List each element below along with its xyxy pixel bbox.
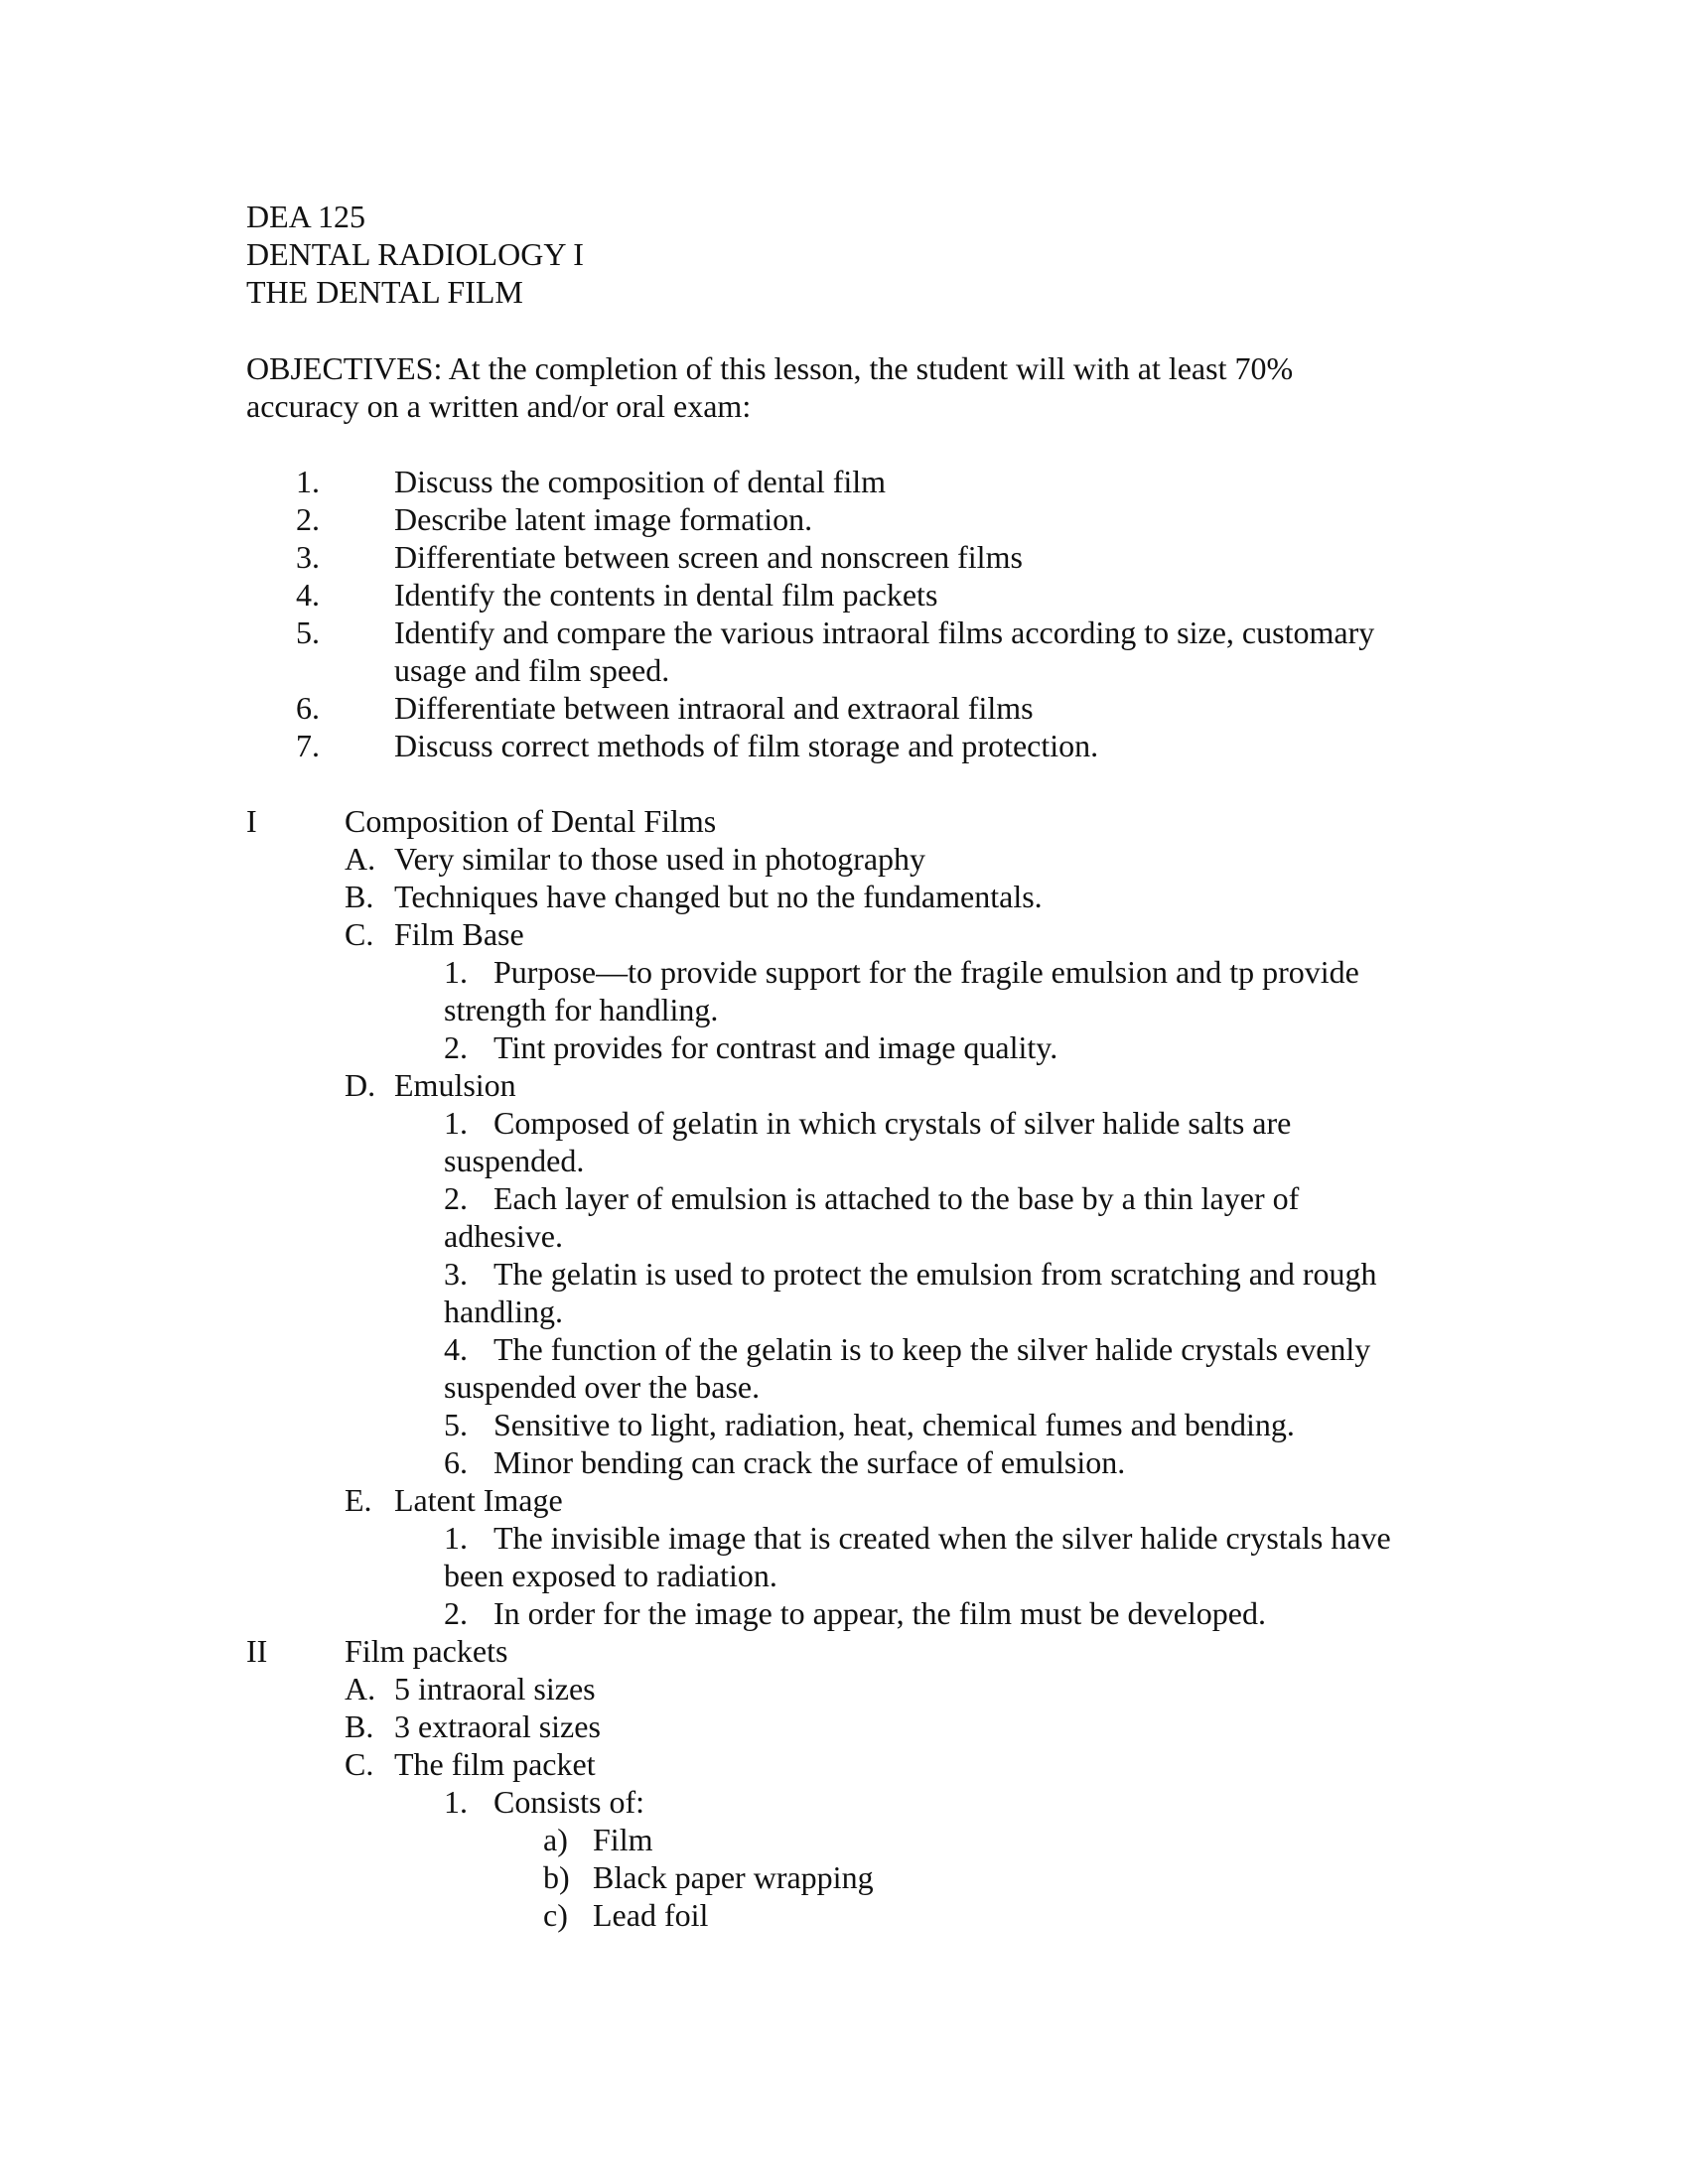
outline-subnumber: 2. [444, 1595, 468, 1631]
section-title: Film packets [345, 1633, 508, 1669]
outline-subitem: The invisible image that is created when the silver halide crystals have [493, 1520, 1391, 1556]
objective-text: Identify and compare the various intraoral films according to size, customary [394, 614, 1375, 650]
outline-item: Film Base [394, 916, 524, 952]
objective-number: 6. [296, 690, 320, 726]
section-numeral: I [246, 803, 257, 839]
outline-subitem-continued: handling. [444, 1294, 563, 1329]
objective-text: Discuss correct methods of film storage and protection. [394, 728, 1099, 763]
outline-subitem: Each layer of emulsion is attached to the base by a thin layer of [493, 1180, 1300, 1216]
lesson-title: THE DENTAL FILM [246, 274, 523, 310]
outline-subitem: Consists of: [493, 1784, 645, 1820]
outline-letter: B. [345, 1708, 374, 1744]
outline-subnumber: 1. [444, 1105, 468, 1141]
course-code: DEA 125 [246, 199, 365, 234]
outline-letter: E. [345, 1482, 372, 1518]
section-title: Composition of Dental Films [345, 803, 717, 839]
course-title: DENTAL RADIOLOGY I [246, 236, 584, 272]
outline-subnumber: 1. [444, 1520, 468, 1556]
outline-item: Very similar to those used in photography [394, 841, 926, 877]
outline-subsubitem: Black paper wrapping [593, 1859, 874, 1895]
outline-item: 5 intraoral sizes [394, 1671, 596, 1706]
objectives-intro-line1: OBJECTIVES: At the completion of this lesson, the student will with at least 70% [246, 350, 1294, 386]
outline-item: 3 extraoral sizes [394, 1708, 601, 1744]
objective-text-continued: usage and film speed. [394, 652, 670, 688]
outline-item: Latent Image [394, 1482, 563, 1518]
objective-number: 1. [296, 464, 320, 499]
objectives-intro-line2: accuracy on a written and/or oral exam: [246, 388, 752, 424]
outline-subsubitem: Lead foil [593, 1897, 709, 1933]
outline-subitem: The gelatin is used to protect the emulsion from scratching and rough [493, 1256, 1377, 1292]
objective-text: Identify the contents in dental film packets [394, 577, 938, 613]
outline-subnumber: 3. [444, 1256, 468, 1292]
objective-text: Describe latent image formation. [394, 501, 813, 537]
objective-number: 4. [296, 577, 320, 613]
outline-subitem: Minor bending can crack the surface of emulsion. [493, 1444, 1126, 1480]
outline-subitem-continued: adhesive. [444, 1218, 563, 1254]
outline-letter: A. [345, 1671, 376, 1706]
outline-subitem: Tint provides for contrast and image quality. [493, 1029, 1058, 1065]
objective-number: 7. [296, 728, 320, 763]
outline-subletter: c) [543, 1897, 568, 1933]
objective-number: 3. [296, 539, 320, 575]
outline-subnumber: 2. [444, 1180, 468, 1216]
objective-text: Differentiate between screen and nonscreen films [394, 539, 1023, 575]
outline-letter: D. [345, 1067, 376, 1103]
section-numeral: II [246, 1633, 268, 1669]
outline-subitem-continued: suspended over the base. [444, 1369, 761, 1405]
outline-subletter: a) [543, 1822, 568, 1857]
outline-subnumber: 1. [444, 954, 468, 990]
outline-subnumber: 2. [444, 1029, 468, 1065]
outline-subitem: Purpose—to provide support for the fragile emulsion and tp provide [493, 954, 1359, 990]
outline-subitem: The function of the gelatin is to keep the silver halide crystals evenly [493, 1331, 1371, 1367]
outline-subnumber: 6. [444, 1444, 468, 1480]
outline-item: Techniques have changed but no the fundamentals. [394, 879, 1043, 914]
outline-subitem: Sensitive to light, radiation, heat, chemical fumes and bending. [493, 1407, 1295, 1442]
outline-letter: C. [345, 916, 374, 952]
outline-subitem-continued: been exposed to radiation. [444, 1558, 777, 1593]
objective-text: Discuss the composition of dental film [394, 464, 887, 499]
outline-subitem: Composed of gelatin in which crystals of silver halide salts are [493, 1105, 1292, 1141]
objective-text: Differentiate between intraoral and extraoral films [394, 690, 1034, 726]
objective-number: 2. [296, 501, 320, 537]
outline-subnumber: 4. [444, 1331, 468, 1367]
outline-letter: B. [345, 879, 374, 914]
outline-letter: A. [345, 841, 376, 877]
objective-number: 5. [296, 614, 320, 650]
outline-subitem-continued: suspended. [444, 1143, 585, 1178]
outline-letter: C. [345, 1746, 374, 1782]
outline-item: Emulsion [394, 1067, 516, 1103]
outline-subitem-continued: strength for handling. [444, 992, 719, 1027]
outline-item: The film packet [394, 1746, 596, 1782]
outline-subitem: In order for the image to appear, the film must be developed. [493, 1595, 1266, 1631]
outline-subsubitem: Film [593, 1822, 653, 1857]
outline-subletter: b) [543, 1859, 570, 1895]
outline-subnumber: 1. [444, 1784, 468, 1820]
outline-subnumber: 5. [444, 1407, 468, 1442]
